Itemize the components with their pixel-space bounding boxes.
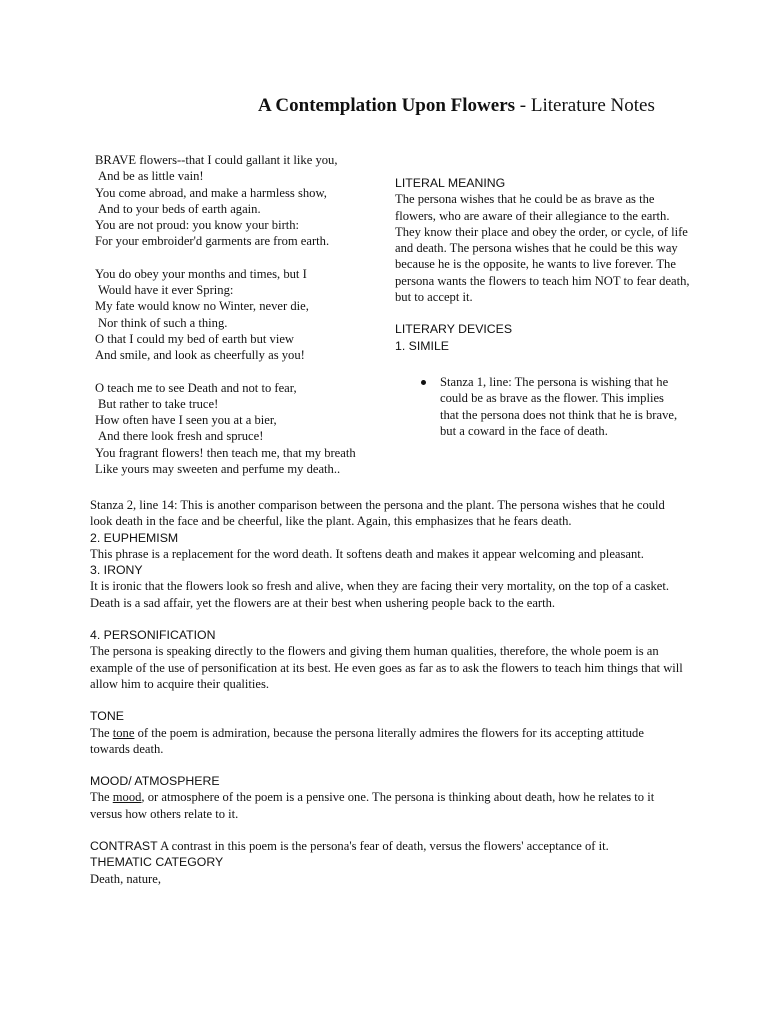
bullet-icon: [421, 380, 426, 385]
poem-line: How often have I seen you at a bier,: [95, 413, 277, 428]
tone-text-post: of the poem is admiration, because the persona literally admires the flowers for its accepting attitude towards death.: [90, 725, 644, 756]
poem-line: Like yours may sweeten and perfume my death..: [95, 462, 341, 477]
contrast-body: A contrast in this poem is the persona's fear of death, versus the flowers' acceptance of it.: [157, 839, 609, 854]
literary-devices-section: [395, 321, 695, 439]
page-title: [258, 94, 655, 118]
poem-line: O teach me to see Death and not to fear,: [95, 380, 297, 395]
poem-stanza-2: [95, 266, 395, 364]
poem-line: And be as little vain!: [98, 169, 204, 184]
poem-line: And smile, and look as cheerfully as you!: [95, 348, 305, 363]
poem-line: But rather to take truce!: [98, 396, 219, 411]
literal-meaning-section: [395, 175, 695, 305]
tone-heading: TONE: [90, 709, 124, 724]
poem-line: Would have it ever Spring:: [98, 283, 234, 298]
poem-stanza-1: [95, 152, 395, 250]
contrast-text: [90, 838, 686, 854]
tone-keyword: tone: [112, 725, 135, 740]
title-suffix: - Literature Notes: [515, 95, 655, 116]
euphemism-text: This phrase is a replacement for the word death. It softens death and makes it appear welcoming and pleasant.: [90, 546, 644, 561]
poem-line: And to your beds of earth again.: [98, 201, 261, 216]
poem-line: BRAVE flowers--that I could gallant it like you,: [95, 153, 338, 167]
irony-text: It is ironic that the flowers look so fresh and alive, when they are facing their very mortality, on the top of a casket. Death is a sad affair, yet the flowers are at their best when ushering people back to the earth.: [90, 579, 670, 610]
poem-line: And there look fresh and spruce!: [98, 429, 264, 444]
notes-body: [90, 497, 686, 887]
simile-heading: 1. SIMILE: [395, 338, 449, 353]
title-main: A Contemplation Upon Flowers: [258, 95, 516, 116]
contrast-heading: CONTRAST: [90, 839, 158, 854]
stanza2-note: Stanza 2, line 14: This is another comparison between the persona and the plant. The persona wishes that he could look death in the face and be cheerful, like the plant. Again, this emphasizes that he fears death.: [90, 498, 665, 529]
literal-meaning-text: The persona wishes that he could be as brave as the flowers, who are aware of their allegiance to the earth. They know their place and obey the order, or cycle, of life and death. The persona wishes that he could be this way because he is the opposite, he wants to live forever. The persona wants the flowers to teach him NOT to fear death, but to accept it.: [395, 192, 690, 305]
literal-meaning-heading: LITERAL MEANING: [395, 176, 506, 190]
mood-heading: MOOD/ ATMOSPHERE: [90, 774, 220, 789]
euphemism-heading: 2. EUPHEMISM: [90, 530, 179, 545]
poem-stanza-3: [95, 380, 395, 478]
personification-text: The persona is speaking directly to the flowers and giving them human qualities, therefore, the whole poem is an example of the use of personification at its best. He even goes as far as to ask the flowers to teach him things that will allow him to acquire their qualities.: [90, 644, 683, 691]
poem-line: Nor think of such a thing.: [98, 315, 228, 330]
poem-line: For your embroider'd garments are from earth.: [95, 234, 330, 249]
poem-line: O that I could my bed of earth but view: [95, 331, 294, 346]
poem-text: [95, 152, 395, 493]
poem-line: You do obey your months and times, but I: [95, 266, 307, 281]
irony-heading: 3. IRONY: [90, 563, 143, 578]
poem-line: You come abroad, and make a harmless show,: [95, 185, 327, 200]
literary-devices-heading: LITERARY DEVICES: [395, 322, 513, 337]
mood-text-pre: The: [90, 790, 113, 805]
right-column: [395, 175, 695, 439]
poem-line: My fate would know no Winter, never die,: [95, 299, 309, 314]
thematic-category-text: Death, nature,: [90, 871, 161, 886]
simile-bullet-text: Stanza 1, line: The persona is wishing that he could be as brave as the flower. This implies that the persona does not think that he is brave, but a coward in the face of death.: [440, 374, 678, 438]
tone-text: [90, 725, 686, 758]
thematic-category-heading: THEMATIC CATEGORY: [90, 855, 224, 870]
list-item: [395, 374, 682, 439]
tone-text-pre: The: [90, 725, 113, 740]
mood-keyword: mood: [112, 790, 142, 805]
mood-text-post: , or atmosphere of the poem is a pensive one. The persona is thinking about death, how he relates to it versus how others relate to it.: [90, 790, 655, 821]
mood-text: [90, 789, 686, 822]
simile-bullet-list: [395, 374, 695, 439]
personification-heading: 4. PERSONIFICATION: [90, 628, 216, 643]
poem-line: You are not proud: you know your birth:: [95, 218, 300, 233]
poem-line: You fragrant flowers! then teach me, that my breath: [95, 445, 356, 460]
